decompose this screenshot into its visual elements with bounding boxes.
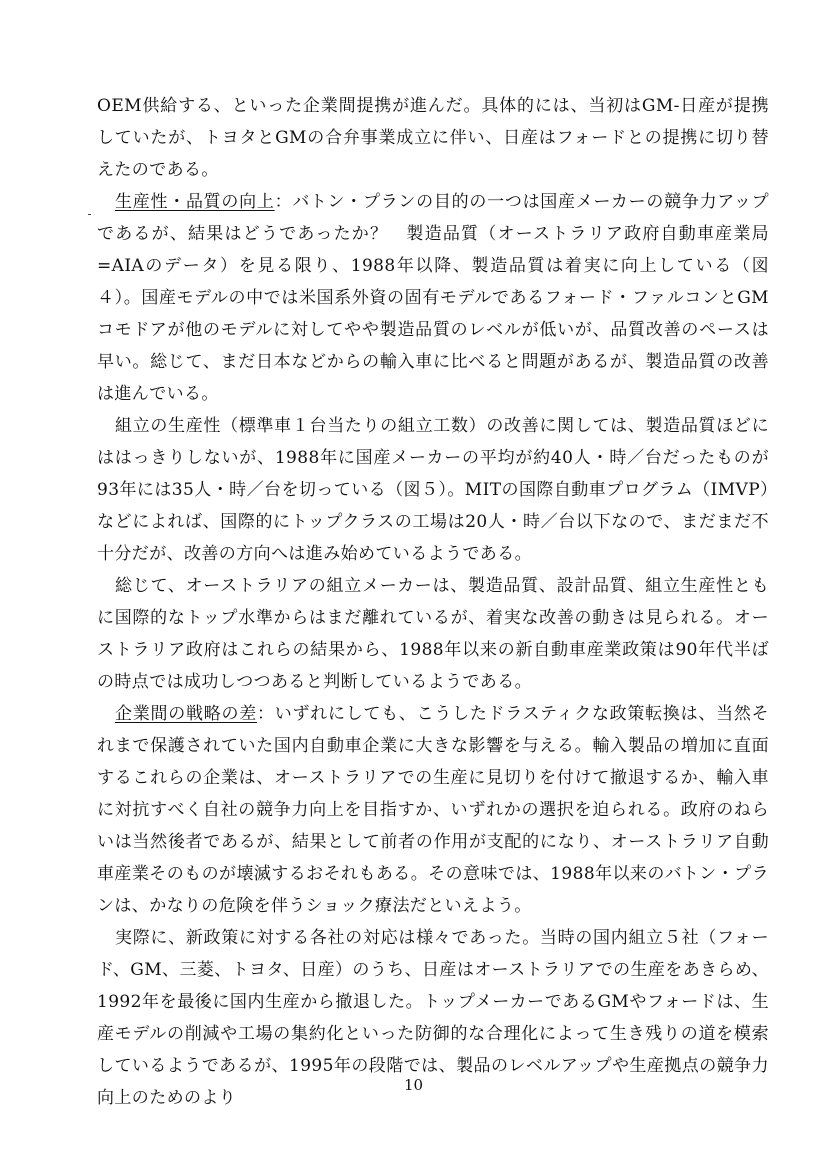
paragraph-1-text: OEM供給する、といった企業間提携が進んだ。具体的には、当初はGM-日産が提携していたが、トヨタとGMの合弁事業成立に伴い、日産はフォードとの提携に切り替えたのである。 xyxy=(97,96,769,180)
margin-mark xyxy=(88,214,91,215)
paragraph-3-text: 組立の生産性（標準車１台当たりの組立工数）の改善に関しては、製造品質ほどにははっきりしないが、1988年に国産メーカーの平均が約40人・時／台だったものが93年には35人・時／台を切っている（図５）。MITの国際自動車プログラム（IMVP）などによれば、国際的にトップクラスの工場は20人・時／台以下なので、まだまだ不十分だが、改善の方向へは進み始めているようである。 xyxy=(97,416,769,564)
document-body xyxy=(97,90,769,1114)
paragraph-6-text: 実際に、新政策に対する各社の対応は様々であった。当時の国内組立５社（フォード、GM、三菱、トヨタ、日産）のうち、日産はオーストラリアでの生産をあきらめ、1992年を最後に国内生産から撤退した。トップメーカーであるGMやフォードは、生産モデルの削減や工場の集約化といった防御的な合理化によって生き残りの道を模索しているようであるが、1995年の段階では、製品のレベルアップや生産拠点の競争力向上のためのより xyxy=(97,928,770,1108)
section-heading-productivity-quality: 生産性・品質の向上 xyxy=(115,192,275,212)
paragraph-3 xyxy=(97,410,769,570)
paragraph-2 xyxy=(97,186,769,410)
paragraph-4 xyxy=(97,570,769,698)
paragraph-1 xyxy=(97,90,769,186)
paragraph-4-text: 総じて、オーストラリアの組立メーカーは、製造品質、設計品質、組立生産性ともに国際的なトップ水準からはまだ離れているが、着実な改善の動きは見られる。オーストラリア政府はこれらの結果から、1988年以来の新自動車産業政策は90年代半ばの時点では成功しつつあると判断しているようである。 xyxy=(97,576,769,692)
paragraph-5 xyxy=(97,698,769,922)
paragraph-5-text: ：いずれにしても、こうしたドラスティクな政策転換は、当然それまで保護されていた国内自動車企業に大きな影響を与える。輸入製品の増加に直面するこれらの企業は、オーストラリアでの生産に見切りを付けて撤退するか、輸入車に対抗すべく自社の競争力向上を目指すか、いずれかの選択を迫られる。政府のねらいは当然後者であるが、結果として前者の作用が支配的になり、オーストラリア自動車産業そのものが壊滅するおそれもある。その意味では、1988年以来のバトン・プランは、かなりの危険を伴うショック療法だといえよう。 xyxy=(97,704,770,916)
page-number: 10 xyxy=(403,1076,424,1094)
paragraph-2-text: ：バトン・プランの目的の一つは国産メーカーの競争力アップであるが、結果はどうであったか？ 製造品質（オーストラリア政府自動車産業局=AIAのデータ）を見る限り、1988年以降、製造品質は着実に向上している（図４）。国産モデルの中では米国系外資の固有モデルであるフォード・ファルコンとGMコモドアが他のモデルに対してやや製造品質のレベルが低いが、品質改善のペースは早い。総じて、まだ日本などからの輸入車に比べると問題があるが、製造品質の改善は進んでいる。 xyxy=(97,192,769,404)
section-heading-strategy-difference: 企業間の戦略の差 xyxy=(115,704,257,724)
